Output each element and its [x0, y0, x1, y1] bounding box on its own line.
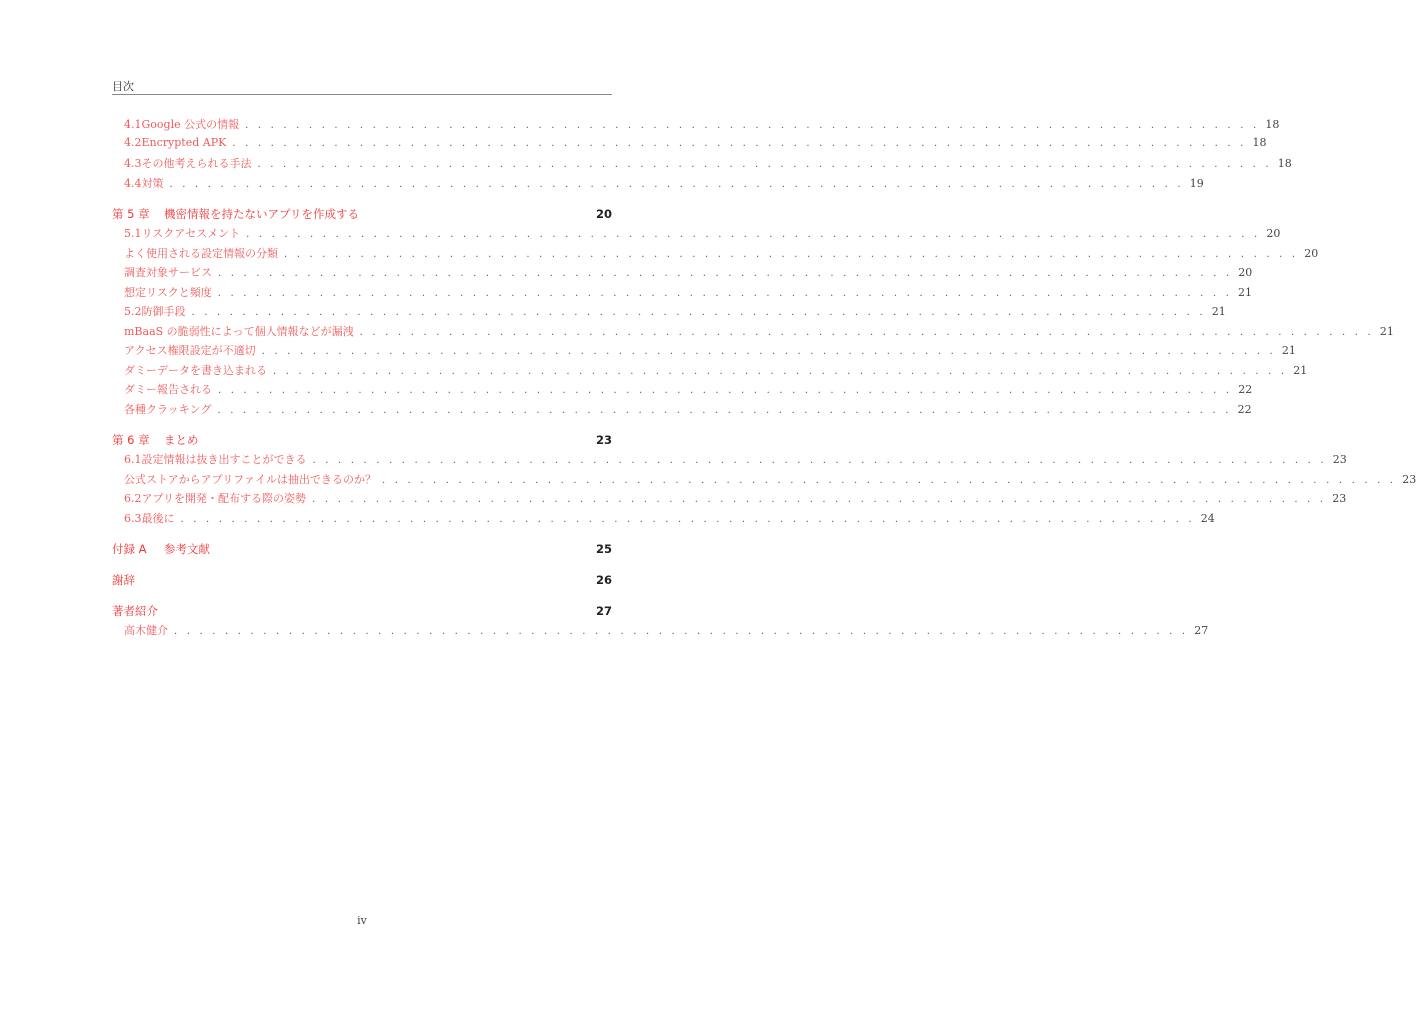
appendix-page: 25: [595, 542, 612, 556]
section-page: 21: [1211, 305, 1226, 318]
section-number: 5.1: [124, 227, 142, 240]
dot-leader: . . . . . . . . . . . . . . . . . . . . . . . . . . . . . . . . . . . . . . . . . . . . . . . . . . . . . . . . . . . . . . . . . . . . . . . . . . . . . . . .: [273, 365, 1288, 377]
dot-leader: . . . . . . . . . . . . . . . . . . . . . . . . . . . . . . . . . . . . . . . . . . . . . . . . . . . . . . . . . . . . . . . . . . . . . . . . . . . . . . . .: [218, 385, 1233, 396]
toc-section-entry[interactable]: [112, 381, 1253, 401]
toc-section-entry[interactable]: [112, 490, 1347, 510]
dot-leader: . . . . . . . . . . . . . . . . . . . . . . . . . . . . . . . . . . . . . . . . . . . . . . . . . . . . . . . . . . . . . . . . . . . . . . . . . . . . . . . .: [191, 307, 1206, 318]
chapter-number: 第 6 章: [112, 433, 150, 447]
section-title: ダミー報告される: [124, 383, 212, 396]
toc-section-entry[interactable]: [112, 225, 1281, 245]
section-page: 20: [1304, 246, 1319, 260]
section-list: [112, 622, 1209, 642]
section-title: アプリを開発・配布する際の姿勢: [141, 492, 307, 505]
section-page: 24: [1200, 511, 1215, 525]
section-page: 20: [1266, 227, 1281, 240]
section-page: 20: [1238, 266, 1253, 279]
section-title: 公式ストアからアプリファイルは抽出できるのか？: [124, 472, 377, 486]
chapter-entry[interactable]: [112, 206, 612, 225]
section-page: 18: [1252, 135, 1267, 149]
section-page: 18: [1265, 118, 1280, 131]
appendix-title: 参考文献: [164, 542, 210, 556]
section-page: 21: [1293, 363, 1308, 377]
running-head: 目次: [112, 80, 134, 93]
acknowledgments-page: 26: [595, 573, 612, 587]
section-title: 各種クラッキング: [124, 402, 212, 416]
section-title: mBaaS の脆弱性によって個人情報などが漏洩: [124, 324, 354, 338]
dot-leader: . . . . . . . . . . . . . . . . . . . . . . . . . . . . . . . . . . . . . . . . . . . . . . . . . . . . . . . . . . . . . . . . . . . . . . . . . . . . . . . .: [180, 513, 1195, 525]
appendix-number: 付録 A: [112, 542, 147, 556]
section-title: 対策: [141, 176, 164, 190]
dot-leader: . . . . . . . . . . . . . . . . . . . . . . . . . . . . . . . . . . . . . . . . . . . . . . . . . . . . . . . . . . . . . . . . . . . . . . . . . . . . . . . .: [382, 474, 1397, 486]
chapter-page: 23: [595, 433, 612, 447]
toc-section-entry[interactable]: [112, 323, 1394, 343]
toc-section-entry[interactable]: [112, 264, 1253, 284]
section-number: 6.1: [124, 453, 142, 466]
section-title: 最後に: [141, 511, 175, 525]
section-page: 23: [1332, 453, 1347, 466]
section-page: 22: [1237, 402, 1252, 416]
section-title: その他考えられる手法: [141, 157, 252, 170]
section-number: 4.1: [124, 118, 142, 131]
chapter-title: 機密情報を持たないアプリを作成する: [164, 207, 360, 221]
chapter-title: まとめ: [164, 433, 199, 447]
section-number: 4.4: [124, 176, 142, 190]
section-page: 21: [1238, 285, 1252, 299]
section-title: アクセス権限設定が不適切: [124, 344, 256, 357]
dot-leader: . . . . . . . . . . . . . . . . . . . . . . . . . . . . . . . . . . . . . . . . . . . . . . . . . . . . . . . . . . . . . . . . . . . . . . . . . . . . . . . .: [257, 159, 1272, 170]
section-number: 6.3: [124, 511, 142, 525]
toc-section-entry[interactable]: [112, 471, 1416, 491]
section-title: よく使用される設定情報の分類: [124, 246, 278, 260]
table-of-contents: [112, 116, 1416, 642]
dot-leader: . . . . . . . . . . . . . . . . . . . . . . . . . . . . . . . . . . . . . . . . . . . . . . . . . . . . . . . . . . . . . . . . . . . . . . . . . . . . . . . .: [312, 494, 1327, 505]
chapter-number: 第 5 章: [112, 207, 150, 221]
page-number: iv: [357, 914, 367, 927]
section-title: 防御手段: [141, 305, 186, 318]
section-page: 22: [1238, 383, 1253, 396]
toc-section-entry[interactable]: [112, 303, 1226, 323]
header-rule: [112, 94, 612, 95]
authors-entry[interactable]: [112, 603, 612, 622]
chapter-entry[interactable]: [112, 432, 612, 451]
dot-leader: . . . . . . . . . . . . . . . . . . . . . . . . . . . . . . . . . . . . . . . . . . . . . . . . . . . . . . . . . . . . . . . . . . . . . . . . . . . . . . . .: [217, 404, 1232, 416]
section-title: 設定情報は抜き出すことができる: [141, 453, 307, 466]
toc-section-entry[interactable]: [112, 401, 1252, 421]
section-title: 調査対象サービス: [124, 266, 212, 279]
toc-section-entry[interactable]: [112, 155, 1292, 175]
section-title: Google 公式の情報: [141, 118, 240, 131]
dot-leader: . . . . . . . . . . . . . . . . . . . . . . . . . . . . . . . . . . . . . . . . . . . . . . . . . . . . . . . . . . . . . . . . . . . . . . . . . . . . . . . .: [218, 268, 1233, 279]
section-page: 23: [1402, 472, 1416, 486]
toc-section-entry[interactable]: [112, 135, 1267, 156]
section-list: [112, 451, 1416, 529]
toc-section-entry[interactable]: [112, 362, 1308, 382]
section-page: 27: [1194, 624, 1209, 637]
acknowledgments-entry[interactable]: [112, 572, 612, 591]
section-title: ダミーデータを書き込まれる: [124, 363, 267, 377]
dot-leader: . . . . . . . . . . . . . . . . . . . . . . . . . . . . . . . . . . . . . . . . . . . . . . . . . . . . . . . . . . . . . . . . . . . . . . . . . . . . . . . .: [246, 229, 1261, 240]
section-title: 想定リスクと頻度: [124, 285, 212, 299]
toc-section-entry[interactable]: [112, 175, 1204, 195]
section-number: 4.2: [124, 135, 142, 149]
dot-leader: . . . . . . . . . . . . . . . . . . . . . . . . . . . . . . . . . . . . . . . . . . . . . . . . . . . . . . . . . . . . . . . . . . . . . . . . . . . . . . . .: [359, 326, 1374, 338]
dot-leader: . . . . . . . . . . . . . . . . . . . . . . . . . . . . . . . . . . . . . . . . . . . . . . . . . . . . . . . . . . . . . . . . . . . . . . . . . . . . . . . .: [245, 120, 1260, 131]
toc-section-entry[interactable]: [112, 510, 1215, 530]
toc-section-entry[interactable]: [112, 451, 1347, 471]
authors-page: 27: [595, 604, 612, 618]
section-title: 高木健介: [124, 624, 168, 637]
toc-section-entry[interactable]: [112, 245, 1319, 265]
dot-leader: . . . . . . . . . . . . . . . . . . . . . . . . . . . . . . . . . . . . . . . . . . . . . . . . . . . . . . . . . . . . . . . . . . . . . . . . . . . . . . . .: [169, 178, 1184, 190]
dot-leader: . . . . . . . . . . . . . . . . . . . . . . . . . . . . . . . . . . . . . . . . . . . . . . . . . . . . . . . . . . . . . . . . . . . . . . . . . . . . . . . .: [232, 137, 1247, 149]
chapter-page: 20: [595, 207, 612, 221]
acknowledgments-title: 謝辞: [112, 573, 135, 587]
section-page: 21: [1281, 344, 1296, 357]
dot-leader: . . . . . . . . . . . . . . . . . . . . . . . . . . . . . . . . . . . . . . . . . . . . . . . . . . . . . . . . . . . . . . . . . . . . . . . . . . . . . . . .: [312, 455, 1327, 466]
dot-leader: . . . . . . . . . . . . . . . . . . . . . . . . . . . . . . . . . . . . . . . . . . . . . . . . . . . . . . . . . . . . . . . . . . . . . . . . . . . . . . . .: [261, 346, 1276, 357]
authors-title: 著者紹介: [112, 604, 158, 618]
section-page: 21: [1379, 324, 1394, 338]
section-number: 4.3: [124, 157, 142, 170]
toc-section-entry[interactable]: [112, 284, 1252, 304]
section-list: [112, 116, 1292, 194]
dot-leader: . . . . . . . . . . . . . . . . . . . . . . . . . . . . . . . . . . . . . . . . . . . . . . . . . . . . . . . . . . . . . . . . . . . . . . . . . . . . . . . .: [174, 626, 1189, 637]
dot-leader: . . . . . . . . . . . . . . . . . . . . . . . . . . . . . . . . . . . . . . . . . . . . . . . . . . . . . . . . . . . . . . . . . . . . . . . . . . . . . . . .: [217, 287, 1232, 299]
dot-leader: . . . . . . . . . . . . . . . . . . . . . . . . . . . . . . . . . . . . . . . . . . . . . . . . . . . . . . . . . . . . . . . . . . . . . . . . . . . . . . . .: [284, 248, 1299, 260]
toc-section-entry[interactable]: [112, 622, 1209, 642]
section-list: [112, 225, 1394, 420]
toc-section-entry[interactable]: [112, 342, 1296, 362]
section-number: 6.2: [124, 492, 142, 505]
section-title: リスクアセスメント: [141, 227, 241, 240]
section-page: 23: [1332, 492, 1347, 505]
section-title: Encrypted APK: [141, 135, 227, 149]
appendix-entry[interactable]: [112, 541, 612, 560]
section-number: 5.2: [124, 305, 142, 318]
section-page: 19: [1189, 176, 1204, 190]
toc-section-entry[interactable]: [112, 116, 1280, 136]
section-page: 18: [1277, 157, 1292, 170]
